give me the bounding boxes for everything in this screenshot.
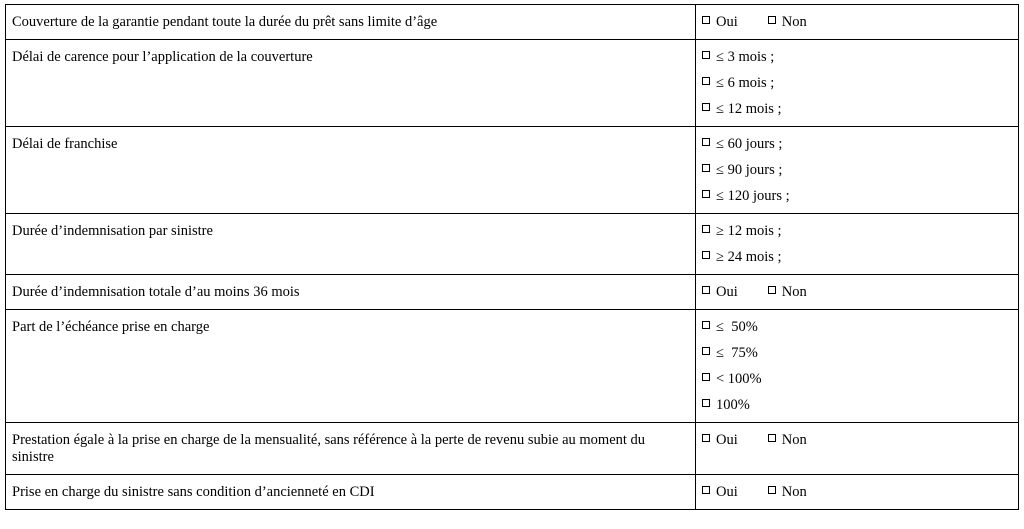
table-row	[6, 310, 1019, 423]
checkbox-icon[interactable]	[768, 16, 776, 24]
options-cell	[696, 40, 1019, 127]
checkbox-option[interactable]: ≤ 6 mois ;	[702, 75, 1012, 101]
checkbox-icon[interactable]	[702, 16, 710, 24]
options-cell	[696, 5, 1019, 40]
checkbox-icon[interactable]	[702, 77, 710, 85]
checkbox-option[interactable]: ≤ 90 jours ;	[702, 162, 1012, 188]
criterion-label: Durée d’indemnisation par sinistre	[6, 214, 696, 275]
options-cell	[696, 275, 1019, 310]
checkbox-option[interactable]: ≤ 60 jours ;	[702, 136, 1012, 162]
checkbox-icon[interactable]	[702, 103, 710, 111]
checkbox-icon[interactable]	[702, 434, 710, 442]
checkbox-option[interactable]: ≤ 50%	[702, 319, 1012, 345]
table-row	[6, 5, 1019, 40]
checkbox-icon[interactable]	[768, 434, 776, 442]
checkbox-option[interactable]: ≤ 3 mois ;	[702, 49, 1012, 75]
criterion-label: Durée d’indemnisation totale d’au moins 36 mois	[6, 275, 696, 310]
criterion-label: Prise en charge du sinistre sans condition d’ancienneté en CDI	[6, 475, 696, 510]
options-cell	[696, 127, 1019, 214]
criterion-label: Couverture de la garantie pendant toute la durée du prêt sans limite d’âge	[6, 5, 696, 40]
checkbox-option[interactable]: 100%	[702, 397, 1012, 414]
table-row	[6, 40, 1019, 127]
checkbox-option[interactable]: Oui	[702, 284, 738, 301]
checkbox-option[interactable]: Oui	[702, 484, 738, 501]
checkbox-option[interactable]: ≥ 24 mois ;	[702, 249, 1012, 266]
checkbox-icon[interactable]	[702, 347, 710, 355]
checkbox-option[interactable]: ≤ 75%	[702, 345, 1012, 371]
checkbox-option[interactable]: Oui	[702, 14, 738, 31]
checkbox-icon[interactable]	[702, 190, 710, 198]
checkbox-option[interactable]: ≤ 12 mois ;	[702, 101, 1012, 118]
criterion-label: Prestation égale à la prise en charge de la mensualité, sans référence à la perte de revenu subie au moment du sinistre	[6, 423, 696, 475]
checkbox-option[interactable]: Non	[768, 14, 807, 31]
criterion-label: Délai de carence pour l’application de la couverture	[6, 40, 696, 127]
checkbox-option[interactable]: ≤ 120 jours ;	[702, 188, 1012, 205]
options-cell	[696, 475, 1019, 510]
criterion-label: Délai de franchise	[6, 127, 696, 214]
options-cell	[696, 423, 1019, 475]
criterion-label: Part de l’échéance prise en charge	[6, 310, 696, 423]
checkbox-option[interactable]: < 100%	[702, 371, 1012, 397]
checkbox-icon[interactable]	[702, 164, 710, 172]
checkbox-icon[interactable]	[702, 321, 710, 329]
checkbox-option[interactable]: Non	[768, 484, 807, 501]
table-row	[6, 275, 1019, 310]
checkbox-option[interactable]: Non	[768, 284, 807, 301]
table-row	[6, 214, 1019, 275]
checkbox-icon[interactable]	[702, 399, 710, 407]
table-row	[6, 127, 1019, 214]
table-row	[6, 475, 1019, 510]
checkbox-icon[interactable]	[702, 138, 710, 146]
checkbox-icon[interactable]	[702, 286, 710, 294]
table-row	[6, 423, 1019, 475]
checkbox-icon[interactable]	[702, 373, 710, 381]
options-cell	[696, 310, 1019, 423]
checkbox-icon[interactable]	[768, 286, 776, 294]
checkbox-option[interactable]: ≥ 12 mois ;	[702, 223, 1012, 249]
checkbox-icon[interactable]	[768, 486, 776, 494]
checkbox-icon[interactable]	[702, 486, 710, 494]
checkbox-icon[interactable]	[702, 51, 710, 59]
guarantee-criteria-table	[5, 4, 1019, 510]
checkbox-icon[interactable]	[702, 225, 710, 233]
options-cell	[696, 214, 1019, 275]
checkbox-icon[interactable]	[702, 251, 710, 259]
checkbox-option[interactable]: Oui	[702, 432, 738, 449]
checkbox-option[interactable]: Non	[768, 432, 807, 449]
